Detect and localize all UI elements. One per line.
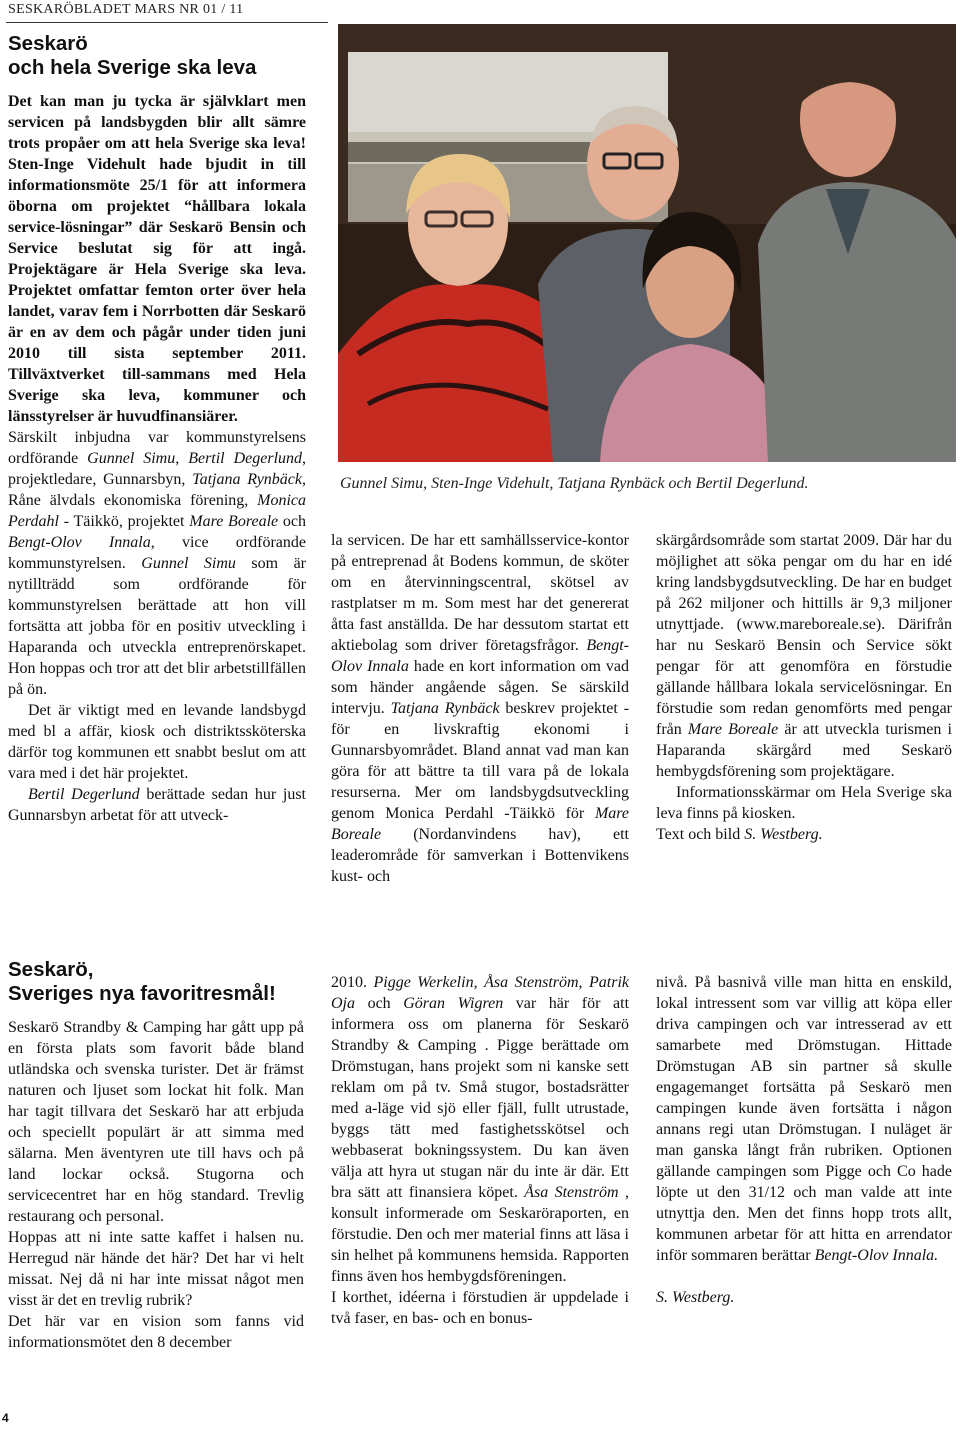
body-paragraph: I korthet, idéerna i förstudien är uppdelade i två faser, en bas- och en bonus-	[331, 1289, 629, 1327]
project-name: Mare Boreale	[331, 805, 629, 843]
person-name: Åsa Stenström	[484, 974, 579, 991]
body-paragraph: Seskarö Strandby & Camping har gått upp på en första plats som favorit både bland utländska och svenska turister. Det är främst naturen och ljuset som lockat hit folk. Man har tagit tillvara det Seskarö har att erbjuda och speciellt populärt är att simma med sälarna. Men äventyren ute till havs och på land lockar också. Stugorna och servicecentret har en hög standard. Trevlig restaurang och personal.	[8, 1019, 304, 1225]
body-paragraph: Det är viktigt med en levande landsbygd med bl a affär, kiosk och distriktssköterska därför tog kommunen ett snabbt beslut om att vara med i det här projektet.	[8, 702, 306, 782]
body-paragraph: Hoppas att ni inte satte kaffet i halsen nu. Herregud när hände det här? Det har vi helt missat. Nej då ni har inte missat något men visst är det en trevlig rubrik?	[8, 1229, 304, 1309]
person-name: Åsa Stenström	[524, 1184, 619, 1201]
body-paragraph	[331, 972, 629, 1287]
person-name: Bengt-Olov Innala	[331, 637, 629, 675]
body-paragraph: Det här var en vision som fanns vid informationsmötet den 8 december	[8, 1313, 304, 1351]
article1-headline	[8, 32, 330, 80]
person-name: Gunnel Simu	[87, 450, 176, 467]
photo-credit	[656, 824, 952, 845]
text-run: , vice ordförande kommunstyrelsen.	[8, 534, 306, 572]
text-run: och	[278, 513, 306, 530]
lead-paragraph: Det kan man ju tycka är självklart men servicen på landsbygden blir allt sämre trots propåer om att hela Sverige ska leva! Sten-Inge Videhult hade bjudit in till informationsmöte 25/1 för att informera öborna om projektet “hållbara lokala service-lösningar” där Seskarö Bensin och Service beslutat sig för att ingå. Projektägare är Hela Sverige ska leva. Projektet omfattar femton orter över hela landet, varav fem i Norrbotten där Seskarö är en av dem och pågår under tiden juni 2010 till sista september 2011. Tillväxtverket till-sammans med Hela Sverige ska leva, kommuner och länsstyrelser är huvudfinansiärer.	[8, 93, 306, 425]
text-run: som är nytillträdd som ordförande för kommunstyrelsen berättade att hon vill fortsätta att jobba för en positiv utveckling i Haparanda och utveckla entreprenörskapet. Hon hoppas och tror att det blir arbetstillfällen på ön.	[8, 555, 306, 698]
body-paragraph	[656, 530, 952, 782]
text-run: och	[355, 995, 404, 1012]
project-name: Mare Boreale	[189, 513, 279, 530]
article1-column-1	[8, 91, 306, 826]
body-paragraph: Informationsskärmar om Hela Sverige ska leva finns på kiosken.	[656, 784, 952, 822]
text-run: , Råne älvdals ekonomiska förening,	[8, 471, 307, 509]
text-run: , projektledare, Gunnarsbyn,	[8, 450, 307, 488]
photo-illustration	[338, 24, 956, 462]
article2-column-2	[331, 972, 629, 1329]
body-paragraph	[8, 427, 306, 700]
person-name: Bengt-Olov Innala	[8, 534, 151, 551]
text-run: - Täikkö, projektet	[58, 513, 190, 530]
body-paragraph	[8, 784, 306, 826]
text-run: ,	[578, 974, 590, 991]
person-name: Bertil Degerlund	[28, 786, 140, 803]
person-name: Patrik Oja	[331, 974, 630, 1012]
text-run: nivå. På basnivå ville man hitta en enskild, lokal intressent som var villig att köpa eller driva campingen och var intresserad av ett samarbete med Drömstugan. Hittade Drömstugan AB sin partner så skulle engagemanget fortsätta på Seskarö men campingen kunde även fortsätta i någon annans regi utan Drömstugan. I nuläget är man ganska långt från rubriken. Optionen gällande campingen som Pigge och Co hade löpte ut den 31/12 och man valde att inte utnyttja den. Men det finns hopp trots allt, kommunen arbetar för att hitta en arrendator inför sommaren berättar	[656, 974, 952, 1264]
page-number: 4	[2, 1411, 9, 1425]
article1-column-3	[656, 530, 952, 845]
text-run: ,	[175, 450, 189, 467]
body-paragraph	[656, 972, 952, 1266]
text-run: (Nordanvindens hav), ett leaderområde för samverkan i Bottenvikens kust- och	[331, 826, 629, 885]
text-run: Särskilt inbjudna var kommunstyrelsens ordförande	[8, 429, 306, 467]
signature: S. Westberg.	[656, 1289, 735, 1306]
text-run: var här för att informera oss om planerna för Seskarö Strandby & Camping . Pigge berättade om Drömstugan, hans projekt som ni kanske sett reklam om på tv. Små stugor, bostadsrätter med a-läge vid sjö eller fjäll, fullt utrustade, byggs tätt med fastighetsskötsel och webbaserat bokningssystem. Du kan även välja att hyra ut stugan när du inte är där. Ett bra sätt att finansiera köpet.	[331, 995, 630, 1201]
person-name: Tatjana Rynbäck	[192, 471, 303, 488]
article2-headline	[8, 958, 330, 1006]
text-run: 2010.	[331, 974, 374, 991]
article2-column-1	[8, 1017, 304, 1353]
person-name: Gunnel Simu	[141, 555, 236, 572]
person-name: Bertil Degerlund	[188, 450, 303, 467]
photo-caption: Gunnel Simu, Sten-Inge Videhult, Tatjana Rynbäck och Bertil Degerlund.	[340, 475, 809, 492]
person-name: Tatjana Rynbäck	[390, 700, 500, 717]
article1-column-2	[331, 530, 629, 887]
text-run: berättade sedan hur just Gunnarsbyn arbetat för att utveck-	[8, 786, 306, 824]
headline-line: Seskarö	[8, 32, 88, 55]
text-run: hade en kort information om vad som händer angående sågen. Se särskild intervju.	[331, 658, 629, 717]
text-run: ,	[473, 974, 485, 991]
group-photo	[338, 24, 956, 462]
headline-line: Seskarö,	[8, 958, 94, 981]
text-run: , konsult informerade om Seskaröraporten, en förstudie. Den och mer material finns att läsa i sin helhet på kommunens hemsida. Rapporten finns även hos hembygdsföreningen.	[331, 1184, 629, 1285]
masthead-rule	[6, 22, 328, 23]
person-name: Monica Perdahl	[8, 492, 306, 530]
text-run: skärgårdsområde som startat 2009. Där har du möjlighet att söka pengar om du har en idé kring landsbygdsutveckling. De har en budget på 262 miljoner och hittills är 9,3 miljoner utnyttjade. (www.mareboreale.se). Därifrån har nu Seskarö Bensin och Service sökt pengar för att genomföra en förstudie gällande hållbara lokala servicelösningar. En förstudie som redan genomförts med pengar från	[656, 532, 952, 738]
article2-column-3	[656, 972, 952, 1308]
text-run: beskrev projektet - för en livskraftig ekonomi i Gunnarsbyområdet. Bland annat vad man kan göra för att bättre ta till vara på de lokala resurserna. Mer om landsbygdsutveckling genom Monica Perdahl -Täikkö för	[331, 700, 630, 822]
masthead: SESKARÖBLADET MARS NR 01 / 11	[8, 2, 244, 17]
text-run: Text och bild	[656, 826, 745, 843]
person-name: Bengt-Olov Innala.	[814, 1247, 939, 1264]
author-name: S. Westberg.	[744, 826, 823, 843]
project-name: Mare Boreale	[687, 721, 779, 738]
text-run: är att utveckla turismen i Haparanda skärgård med Seskarö hembygdsförening som projektägare.	[656, 721, 953, 780]
headline-line: Sveriges nya favoritresmål!	[8, 982, 276, 1005]
person-name: Pigge Werkelin	[373, 974, 474, 991]
headline-line: och hela Sverige ska leva	[8, 56, 257, 79]
person-name: Göran Wigren	[403, 995, 504, 1012]
text-run: la servicen. De har ett samhällsservice-kontor på entreprenad åt Bodens kommun, de sköter om en återvinningscentral, skötsel av rastplatser m m. Som mest har det genererat åtta fast anställda. De har dessutom startat ett aktiebolag som driver företagsfrågor.	[331, 532, 629, 654]
body-paragraph	[331, 530, 629, 887]
